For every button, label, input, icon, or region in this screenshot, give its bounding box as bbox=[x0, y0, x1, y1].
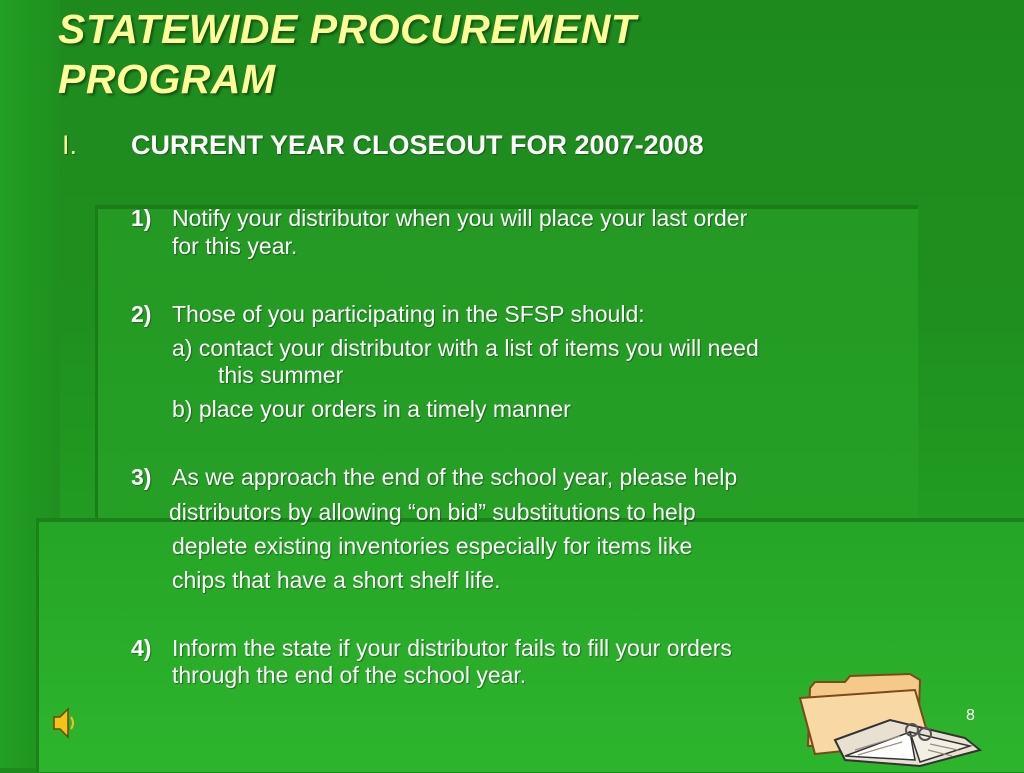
item-3-line-4: chips that have a short shelf life. bbox=[172, 567, 501, 593]
item-3-line-1: As we approach the end of the school year, please help bbox=[172, 464, 738, 490]
folder-book-clipart bbox=[790, 660, 985, 768]
item-3-line-3: deplete existing inventories especially for items like bbox=[172, 533, 693, 559]
item-2-number: 2) bbox=[131, 301, 152, 327]
item-4-number: 4) bbox=[131, 635, 152, 661]
item-2b-line: b) place your orders in a timely manner bbox=[172, 396, 571, 422]
item-2-line-1: Those of you participating in the SFSP should: bbox=[172, 301, 645, 327]
section-number: I. bbox=[62, 130, 78, 160]
item-1-number: 1) bbox=[131, 205, 152, 231]
slide-title bbox=[58, 4, 838, 104]
item-2a-line-1: a) contact your distributor with a list of items you will need bbox=[172, 335, 759, 361]
title-line-1: STATEWIDE PROCUREMENT bbox=[58, 6, 637, 52]
item-1-line-2: for this year. bbox=[172, 233, 298, 259]
page-number: 8 bbox=[966, 707, 975, 724]
title-line-2: PROGRAM bbox=[58, 56, 276, 102]
speaker-icon[interactable] bbox=[50, 705, 80, 741]
item-1-line-1: Notify your distributor when you will place your last order bbox=[172, 205, 748, 231]
item-4-line-2: through the end of the school year. bbox=[172, 662, 527, 688]
item-3-number: 3) bbox=[131, 464, 152, 490]
item-3-line-2: distributors by allowing “on bid” substitutions to help bbox=[169, 499, 696, 525]
item-4-line-1: Inform the state if your distributor fails to fill your orders bbox=[172, 635, 732, 661]
section-heading: CURRENT YEAR CLOSEOUT FOR 2007-2008 bbox=[131, 130, 704, 160]
item-2a-line-2: this summer bbox=[218, 362, 344, 388]
